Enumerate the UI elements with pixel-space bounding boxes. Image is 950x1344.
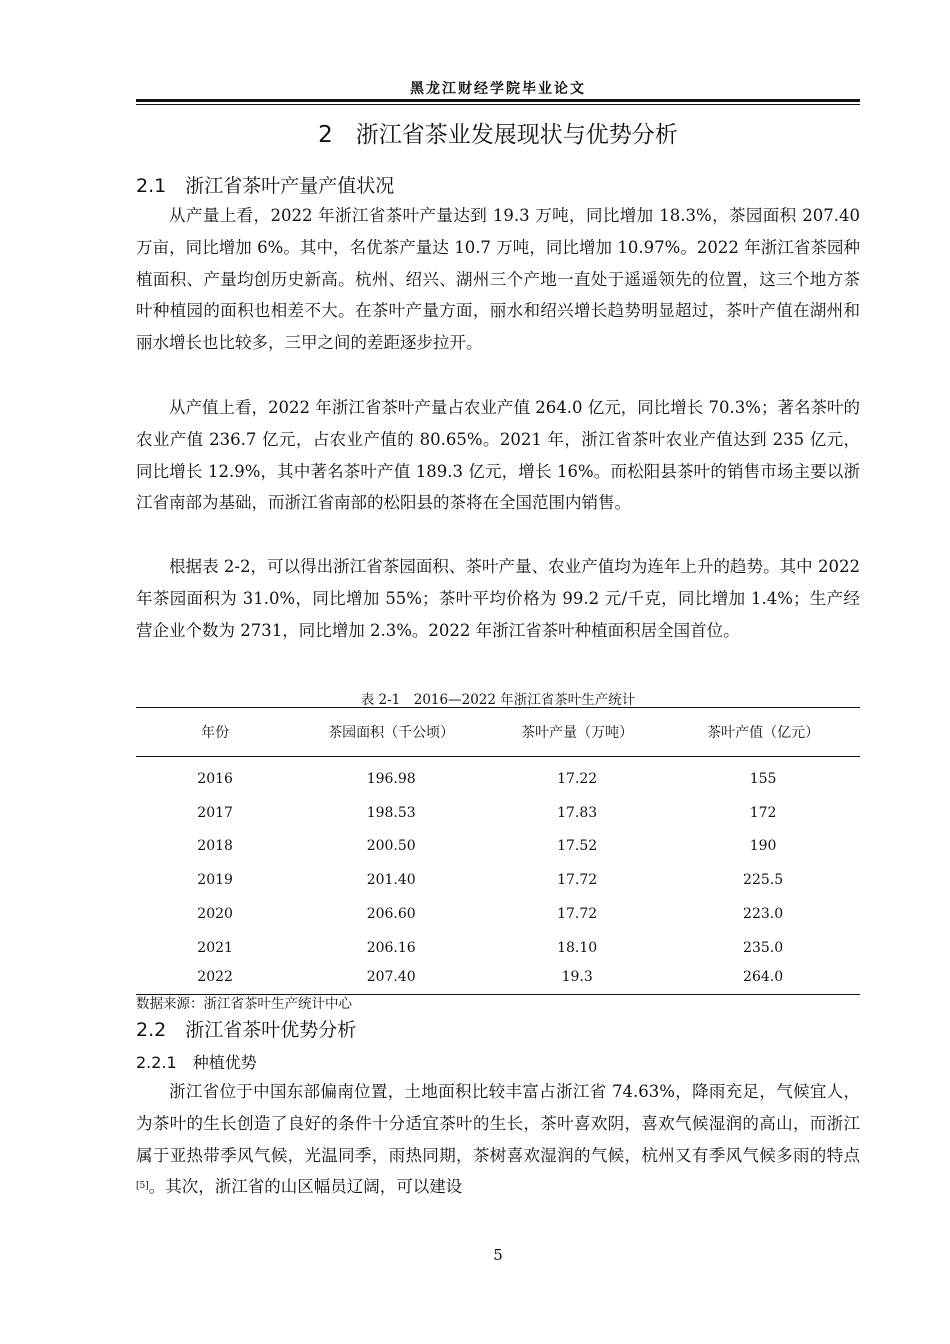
table-cell: 18.10	[557, 939, 598, 956]
paragraph-table-reference: 根据表 2-2，可以得出浙江省茶园面积、茶叶产量、农业产值均为连年上升的趋势。其中 2022 年茶园面积为 31.0%，同比增加 55%；茶叶平均价格为 99.2 元/千克，同比增加 1.4%；生产经营企业个数为 2731，同比增加 2.3%。2022 年浙江省茶叶种植面积居全国首位。	[136, 557, 860, 640]
page-number: 5	[493, 1246, 503, 1264]
table-cell: 2016	[197, 770, 233, 787]
table-cell: 200.50	[366, 838, 416, 855]
table-row	[136, 965, 860, 995]
table-cell: 235.0	[743, 939, 784, 956]
production-table	[136, 707, 918, 995]
paragraph-production: 从产量上看，2022 年浙江省茶叶产量达到 19.3 万吨，同比增加 18.3%，茶园面积 207.40 万亩，同比增加 6%。其中，名优茶产量达 10.7 万吨，同比增加 10.97%。2022 年浙江省茶园种植面积、产量均创历史新高。杭州、绍兴、湖州三个产地一直处于遥遥领先的位置，这三个地方茶叶种植园的面积也相差不大。在茶叶产量方面，丽水和绍兴增长趋势明显超过，茶叶产值在湖州和丽水增长也比较多，三甲之间的差距逐步拉开。	[136, 206, 860, 353]
table-cell: 2017	[197, 804, 233, 821]
table-row	[136, 931, 860, 965]
table-row	[136, 796, 860, 830]
table-header-value: 茶叶产值（亿元）	[666, 708, 860, 757]
table-cell: 264.0	[666, 965, 860, 995]
table-cell: 225.5	[743, 872, 784, 889]
table-cell: 155	[749, 770, 777, 787]
table-row	[136, 830, 860, 864]
table-cell: 206.60	[366, 906, 416, 923]
paragraph-planting-main: 浙江省位于中国东部偏南位置，土地面积比较丰富占浙江省 74.63%，降雨充足，气候宜人，为茶叶的生长创造了良好的条件十分适宜茶叶的生长，茶叶喜欢阴，喜欢气候湿润的高山，而浙江属于亚热带季风气候，光温同季，雨热同期，茶树喜欢湿润的气候，杭州又有季风气候多雨的特点	[136, 1082, 860, 1165]
paragraph-planting-tail: 。其次，浙江省的山区幅员辽阔，可以建设	[148, 1177, 463, 1197]
table-cell: 17.72	[557, 872, 598, 889]
table-cell: 17.22	[557, 770, 598, 787]
table-cell: 223.0	[743, 906, 784, 923]
table-cell: 207.40	[294, 965, 488, 995]
table-caption: 表 2-1 2016—2022 年浙江省茶叶生产统计	[360, 692, 636, 708]
table-row	[136, 757, 860, 796]
paragraph-output-value: 从产值上看，2022 年浙江省茶叶产量占农业产值 264.0 亿元，同比增长 70.3%；著名茶叶的农业产值 236.7 亿元，占农业产值的 80.65%。2021 年，浙江省茶叶农业产值达到 235 亿元，同比增长 12.9%，其中著名茶叶产值 189.3 亿元，增长 16%。而松阳县茶叶的销售市场主要以浙江省南部为基础，而浙江省南部的松阳县的茶将在全国范围内销售。	[136, 398, 860, 513]
table-cell: 17.52	[557, 838, 598, 855]
table-cell: 206.16	[366, 939, 416, 956]
subsection-title-2-2-1: 2.2.1 种植优势	[136, 1053, 257, 1072]
table-cell: 17.83	[557, 804, 598, 821]
table-cell: 198.53	[366, 804, 416, 821]
table-cell: 2018	[197, 838, 233, 855]
table-cell: 201.40	[366, 872, 416, 889]
table-header-row	[136, 708, 860, 757]
table-cell: 190	[749, 838, 777, 855]
section-title-2-1: 2.1 浙江省茶叶产量产值状况	[136, 175, 395, 197]
chapter-title: 2 浙江省茶业发展现状与优势分析	[318, 122, 678, 148]
table-cell: 19.3	[488, 965, 666, 995]
running-header: 黑龙江财经学院毕业论文	[410, 81, 586, 97]
table-header-area: 茶园面积（千公顷）	[294, 708, 488, 757]
table-source-note: 数据来源：浙江省茶叶生产统计中心	[136, 996, 352, 1012]
table-cell: 2022	[136, 965, 294, 995]
header-rule-thick	[136, 99, 860, 102]
citation-marker: [5]	[136, 1181, 149, 1192]
table-header-year: 年份	[136, 708, 294, 757]
table-cell: 17.72	[557, 906, 598, 923]
section-title-2-2: 2.2 浙江省茶叶优势分析	[136, 1019, 357, 1041]
table-cell: 2020	[197, 906, 233, 923]
table-header-yield: 茶叶产量（万吨）	[488, 708, 666, 757]
paragraph-planting-advantage	[136, 1076, 860, 1203]
table-row	[136, 897, 860, 931]
table-cell: 2019	[197, 872, 233, 889]
table-cell: 172	[749, 804, 777, 821]
header-rule-thin	[136, 104, 860, 105]
table-cell: 196.98	[366, 770, 416, 787]
table-row	[136, 863, 860, 897]
table-cell: 2021	[197, 939, 233, 956]
